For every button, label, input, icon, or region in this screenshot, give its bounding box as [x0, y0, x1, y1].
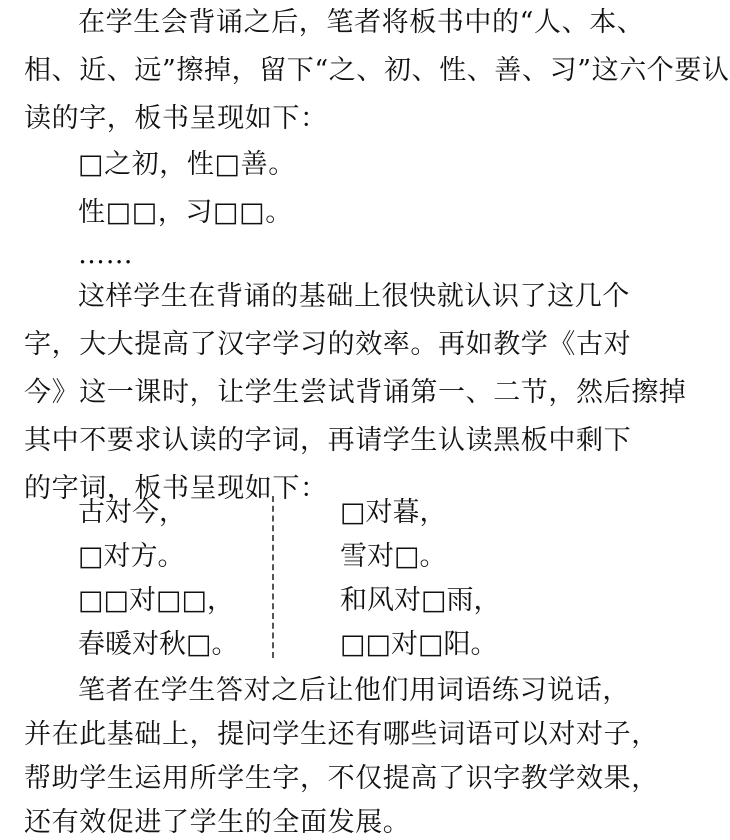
board-2-right-line-1: □对暮， — [340, 497, 447, 528]
board-1-line-1: □之初，性□善。 — [78, 149, 296, 180]
paragraph-3-line-3: 帮助学生运用所学生字，不仅提高了识字教学效果， — [24, 763, 659, 794]
paragraph-1-line-2: 相、近、远”擦掉，留下“之、初、性、善、习”这六个要认 — [24, 55, 730, 86]
paragraph-2-line-5: 的字词，板书呈现如下： — [24, 473, 328, 504]
paragraph-3-line-4: 还有效促进了学生的全面发展。 — [24, 807, 411, 838]
board-2-right-line-4: □□对□阳。 — [340, 629, 498, 660]
paragraph-2-line-4: 其中不要求认读的字词，再请学生认读黑板中剩下 — [24, 425, 632, 456]
paragraph-2-line-1: 这样学生在背诵的基础上很快就认识了这几个 — [78, 281, 630, 312]
paragraph-2-line-3: 今》这一课时，让学生尝试背诵第一、二节，然后擦掉 — [24, 377, 687, 408]
paragraph-1-line-1: 在学生会背诵之后，笔者将板书中的“人、本、 — [78, 7, 645, 38]
paragraph-3-line-2: 并在此基础上，提问学生还有哪些词语可以对对子， — [24, 719, 659, 750]
board-2-dashed-divider — [272, 496, 274, 658]
board-1-ellipsis: …… — [78, 239, 134, 270]
paragraph-1-line-3: 读的字，板书呈现如下： — [24, 103, 328, 134]
board-2-left-line-4: 春暖对秋□。 — [78, 629, 239, 660]
paragraph-3-line-1: 笔者在学生答对之后让他们用词语练习说话， — [78, 675, 630, 706]
board-2-right-line-3: 和风对□雨， — [340, 585, 501, 616]
board-2-right-line-2: 雪对□。 — [340, 541, 447, 572]
board-2-left-line-3: □□对□□， — [78, 585, 235, 616]
board-1-line-2: 性□□，习□□。 — [78, 197, 293, 228]
board-2-left-line-1: 古对今， — [78, 497, 186, 528]
paragraph-2-line-2: 字，大大提高了汉字学习的效率。再如教学《古对 — [24, 329, 632, 360]
board-2-left-line-2: □对方。 — [78, 541, 185, 572]
